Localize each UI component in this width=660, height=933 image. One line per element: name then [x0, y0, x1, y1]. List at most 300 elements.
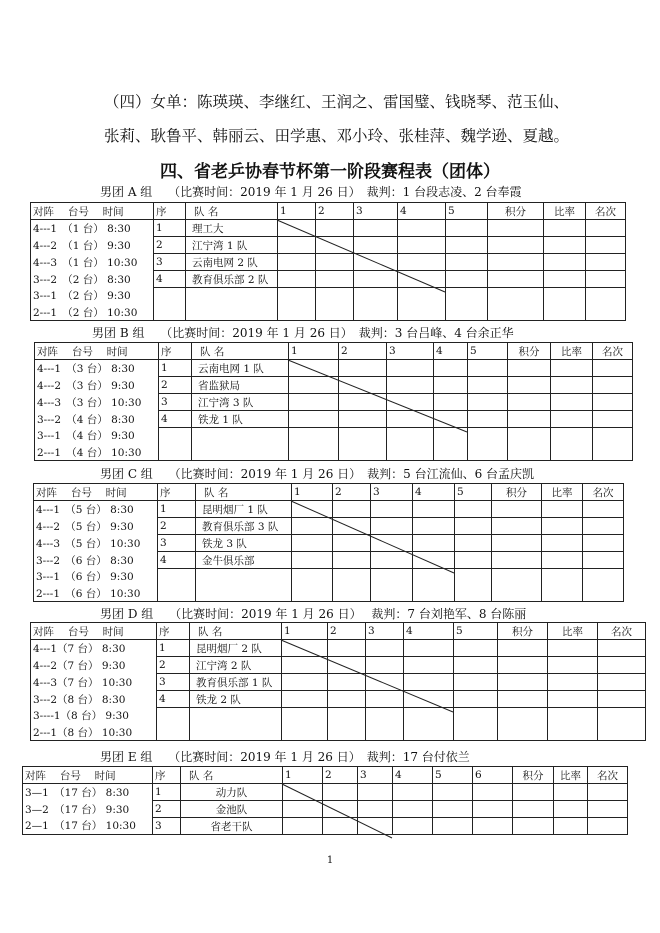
team-seq: 3: [154, 254, 186, 271]
empty-cell: [586, 304, 626, 321]
empty-cell: [339, 428, 387, 445]
match-slot: 3---2 （2 台） 8:30: [31, 271, 154, 288]
table-row: [34, 552, 624, 569]
score-cell: [358, 801, 393, 818]
header-col-2: 2: [316, 203, 354, 220]
match-slot: 4---1 （5 台） 8:30: [34, 501, 158, 518]
table-row: [35, 428, 633, 445]
page-number: 1: [326, 855, 334, 866]
empty-cell: [333, 569, 371, 586]
score-cell: [358, 818, 393, 835]
score-cell: [333, 552, 371, 569]
empty-cell: [551, 444, 593, 461]
score-cell: [333, 535, 371, 552]
score-cell: [488, 237, 544, 254]
score-cell: [434, 411, 468, 428]
header-col-5: 5: [433, 767, 473, 784]
header-row: [35, 343, 633, 360]
score-cell: [292, 518, 333, 535]
empty-cell: [583, 569, 624, 586]
intro-line-1: （四）女单：陈瑛瑛、李继红、王润之、雷国璧、钱晓琴、范玉仙、: [104, 93, 570, 111]
table-row: [35, 444, 633, 461]
score-cell: [328, 691, 366, 708]
score-cell: [551, 394, 593, 411]
score-cell: [593, 360, 633, 377]
score-cell: [433, 801, 473, 818]
score-cell: [289, 411, 339, 428]
empty-cell: [196, 569, 292, 586]
empty-cell: [492, 585, 542, 602]
score-cell: [583, 518, 624, 535]
empty-cell: [186, 288, 278, 305]
score-cell: [316, 220, 354, 237]
score-cell: [316, 271, 354, 288]
empty-cell: [354, 304, 398, 321]
group-caption: 男团 A 组 （比赛时间：2019 年 1 月 26 日） 裁判：1 台段志凌、2 台奉霞: [100, 185, 522, 199]
score-cell: [371, 535, 413, 552]
score-cell: [446, 271, 488, 288]
score-cell: [473, 801, 513, 818]
score-cell: [593, 377, 633, 394]
table-row: [35, 360, 633, 377]
header-seq: 序: [157, 623, 190, 640]
header-col-4: 4: [398, 203, 446, 220]
score-cell: [492, 518, 542, 535]
score-cell: [468, 394, 508, 411]
header-col-4: 4: [413, 484, 455, 501]
score-cell: [283, 818, 323, 835]
table-row: [34, 585, 624, 602]
score-cell: [316, 254, 354, 271]
table-row: [34, 569, 624, 586]
match-slot: 4---1（7 台） 8:30: [31, 640, 157, 657]
header-seq: 序: [153, 767, 181, 784]
score-cell: [434, 360, 468, 377]
header-row: [23, 767, 628, 784]
table-row: [34, 518, 624, 535]
score-cell: [598, 657, 646, 674]
header-team: 队 名: [196, 484, 292, 501]
empty-cell: [598, 724, 646, 741]
table-row: [23, 818, 628, 835]
empty-cell: [157, 724, 190, 741]
match-slot: 2---1（8 台） 10:30: [31, 724, 157, 741]
empty-cell: [371, 569, 413, 586]
score-cell: [446, 254, 488, 271]
team-seq: 3: [159, 394, 192, 411]
score-cell: [598, 691, 646, 708]
empty-cell: [157, 708, 190, 725]
empty-cell: [488, 288, 544, 305]
match-slot: 3—1 （17 台） 8:30: [23, 784, 153, 801]
empty-cell: [366, 708, 404, 725]
score-cell: [513, 801, 554, 818]
score-cell: [593, 411, 633, 428]
match-slot: 3---2（8 台） 8:30: [31, 691, 157, 708]
score-cell: [454, 691, 498, 708]
empty-cell: [446, 304, 488, 321]
score-cell: [508, 394, 551, 411]
empty-cell: [468, 428, 508, 445]
team-name: 金牛俱乐部: [196, 552, 292, 569]
empty-cell: [593, 428, 633, 445]
header-col-5: 5: [446, 203, 488, 220]
score-cell: [446, 220, 488, 237]
team-name: 江宁湾 2 队: [190, 657, 282, 674]
score-cell: [588, 784, 628, 801]
score-cell: [292, 552, 333, 569]
header-col-3: 3: [387, 343, 434, 360]
score-cell: [551, 377, 593, 394]
empty-cell: [551, 428, 593, 445]
score-cell: [404, 674, 454, 691]
score-cell: [488, 254, 544, 271]
score-cell: [404, 640, 454, 657]
score-cell: [498, 691, 548, 708]
header-col-4: 4: [404, 623, 454, 640]
header-col-1: 1: [282, 623, 328, 640]
table-row: [31, 640, 646, 657]
score-cell: [488, 220, 544, 237]
score-cell: [542, 552, 583, 569]
header-team: 队 名: [190, 623, 282, 640]
score-cell: [548, 674, 598, 691]
team-seq: 3: [157, 674, 190, 691]
group-caption: 男团 B 组 （比赛时间：2019 年 1 月 26 日） 裁判：3 台吕峰、4 台余正华: [92, 326, 514, 340]
header-col-3: 3: [354, 203, 398, 220]
team-seq: 1: [153, 784, 181, 801]
empty-cell: [583, 585, 624, 602]
score-cell: [468, 411, 508, 428]
score-cell: [278, 220, 316, 237]
empty-cell: [468, 444, 508, 461]
match-slot: 4---3 （3 台） 10:30: [35, 394, 159, 411]
score-cell: [468, 360, 508, 377]
header-points: 积分: [513, 767, 554, 784]
team-name: 昆明烟厂 2 队: [190, 640, 282, 657]
score-cell: [413, 501, 455, 518]
empty-cell: [446, 288, 488, 305]
empty-cell: [282, 724, 328, 741]
group-caption: 男团 E 组 （比赛时间：2019 年 1 月 26 日） 裁判：17 台付依兰: [100, 750, 470, 764]
score-cell: [398, 271, 446, 288]
header-col-5: 5: [454, 623, 498, 640]
match-slot: 3---2 （4 台） 8:30: [35, 411, 159, 428]
header-ratio: 比率: [554, 767, 588, 784]
match-slot: 2---1 （6 台） 10:30: [34, 585, 158, 602]
score-cell: [508, 411, 551, 428]
score-cell: [434, 377, 468, 394]
team-seq: 4: [157, 691, 190, 708]
score-cell: [398, 220, 446, 237]
score-cell: [492, 535, 542, 552]
team-seq: 1: [157, 640, 190, 657]
table-row: [34, 535, 624, 552]
header-ratio: 比率: [551, 343, 593, 360]
score-cell: [413, 552, 455, 569]
score-cell: [339, 394, 387, 411]
score-cell: [583, 535, 624, 552]
team-seq: 2: [159, 377, 192, 394]
empty-cell: [158, 569, 196, 586]
match-slot: 3---2 （6 台） 8:30: [34, 552, 158, 569]
score-cell: [371, 552, 413, 569]
team-name: 江宁湾 1 队: [186, 237, 278, 254]
score-cell: [398, 254, 446, 271]
score-cell: [393, 801, 433, 818]
team-seq: 4: [159, 411, 192, 428]
section-title: 四、省老乒协春节杯第一阶段赛程表（团体）: [160, 162, 500, 182]
header-row: [34, 484, 624, 501]
empty-cell: [289, 444, 339, 461]
score-cell: [339, 360, 387, 377]
score-cell: [554, 801, 588, 818]
header-col-1: 1: [283, 767, 323, 784]
empty-cell: [186, 304, 278, 321]
empty-cell: [190, 708, 282, 725]
score-cell: [387, 360, 434, 377]
empty-cell: [278, 304, 316, 321]
table-row: [31, 708, 646, 725]
empty-cell: [544, 288, 586, 305]
header-match: 对阵 台号 时间: [31, 623, 157, 640]
empty-cell: [404, 724, 454, 741]
empty-cell: [158, 585, 196, 602]
score-cell: [278, 254, 316, 271]
empty-cell: [333, 585, 371, 602]
score-cell: [498, 640, 548, 657]
table-row: [31, 254, 626, 271]
score-cell: [551, 360, 593, 377]
score-cell: [413, 535, 455, 552]
score-cell: [278, 271, 316, 288]
team-name: 铁龙 3 队: [196, 535, 292, 552]
score-cell: [278, 237, 316, 254]
match-slot: 3----1（8 台） 9:30: [31, 708, 157, 725]
group-table: [30, 622, 646, 741]
empty-cell: [292, 585, 333, 602]
score-cell: [393, 818, 433, 835]
empty-cell: [542, 585, 583, 602]
match-slot: 3---1 （2 台） 9:30: [31, 288, 154, 305]
table-row: [35, 394, 633, 411]
team-seq: 2: [158, 518, 196, 535]
score-cell: [542, 535, 583, 552]
team-name: 云南电网 2 队: [186, 254, 278, 271]
header-col-6: 6: [473, 767, 513, 784]
score-cell: [548, 640, 598, 657]
empty-cell: [339, 444, 387, 461]
empty-cell: [366, 724, 404, 741]
empty-cell: [544, 304, 586, 321]
score-cell: [454, 640, 498, 657]
score-cell: [316, 237, 354, 254]
header-ratio: 比率: [544, 203, 586, 220]
group-table: [33, 483, 624, 602]
header-points: 积分: [508, 343, 551, 360]
score-cell: [282, 674, 328, 691]
group-table: [30, 202, 626, 321]
team-seq: 1: [154, 220, 186, 237]
score-cell: [333, 518, 371, 535]
empty-cell: [354, 288, 398, 305]
score-cell: [473, 784, 513, 801]
score-cell: [366, 657, 404, 674]
score-cell: [583, 501, 624, 518]
score-cell: [358, 784, 393, 801]
header-rank: 名次: [588, 767, 628, 784]
score-cell: [542, 501, 583, 518]
score-cell: [551, 411, 593, 428]
score-cell: [354, 254, 398, 271]
header-team: 队 名: [181, 767, 283, 784]
header-seq: 序: [154, 203, 186, 220]
header-match: 对阵 台号 时间: [31, 203, 154, 220]
match-slot: 2---1 （4 台） 10:30: [35, 444, 159, 461]
empty-cell: [371, 585, 413, 602]
table-row: [34, 501, 624, 518]
team-name: 教育俱乐部 3 队: [196, 518, 292, 535]
table-row: [31, 304, 626, 321]
empty-cell: [192, 444, 289, 461]
header-points: 积分: [498, 623, 548, 640]
score-cell: [339, 411, 387, 428]
score-cell: [413, 518, 455, 535]
score-cell: [354, 237, 398, 254]
empty-cell: [413, 569, 455, 586]
empty-cell: [548, 708, 598, 725]
header-col-5: 5: [455, 484, 492, 501]
score-cell: [542, 518, 583, 535]
score-cell: [333, 501, 371, 518]
empty-cell: [387, 428, 434, 445]
score-cell: [508, 360, 551, 377]
team-seq: 1: [159, 360, 192, 377]
score-cell: [455, 518, 492, 535]
empty-cell: [292, 569, 333, 586]
empty-cell: [454, 724, 498, 741]
empty-cell: [398, 304, 446, 321]
match-slot: 4---1 （3 台） 8:30: [35, 360, 159, 377]
table-row: [23, 784, 628, 801]
empty-cell: [387, 444, 434, 461]
header-ratio: 比率: [548, 623, 598, 640]
team-seq: 2: [153, 801, 181, 818]
empty-cell: [454, 708, 498, 725]
score-cell: [583, 552, 624, 569]
empty-cell: [398, 288, 446, 305]
empty-cell: [159, 428, 192, 445]
header-rank: 名次: [593, 343, 633, 360]
header-row: [31, 623, 646, 640]
score-cell: [366, 674, 404, 691]
header-col-1: 1: [278, 203, 316, 220]
match-slot: 4---3（7 台） 10:30: [31, 674, 157, 691]
score-cell: [473, 818, 513, 835]
score-cell: [593, 394, 633, 411]
score-cell: [455, 552, 492, 569]
empty-cell: [282, 708, 328, 725]
score-cell: [454, 657, 498, 674]
table-row: [31, 237, 626, 254]
score-cell: [588, 801, 628, 818]
empty-cell: [192, 428, 289, 445]
empty-cell: [508, 444, 551, 461]
team-name: 教育俱乐部 1 队: [190, 674, 282, 691]
empty-cell: [598, 708, 646, 725]
team-seq: 1: [158, 501, 196, 518]
score-cell: [586, 220, 626, 237]
header-team: 队 名: [192, 343, 289, 360]
header-col-3: 3: [358, 767, 393, 784]
score-cell: [455, 535, 492, 552]
score-cell: [598, 674, 646, 691]
empty-cell: [278, 288, 316, 305]
team-name: 江宁湾 3 队: [192, 394, 289, 411]
header-rank: 名次: [598, 623, 646, 640]
score-cell: [328, 674, 366, 691]
score-cell: [292, 501, 333, 518]
match-slot: 2—1 （17 台） 10:30: [23, 818, 153, 835]
score-cell: [404, 657, 454, 674]
empty-cell: [159, 444, 192, 461]
empty-cell: [434, 428, 468, 445]
table-row: [31, 288, 626, 305]
empty-cell: [289, 428, 339, 445]
group-caption: 男团 D 组 （比赛时间：2019 年 1 月 26 日） 裁判：7 台刘艳军、8 台陈丽: [100, 607, 527, 621]
score-cell: [387, 411, 434, 428]
score-cell: [588, 818, 628, 835]
score-cell: [454, 674, 498, 691]
score-cell: [498, 657, 548, 674]
score-cell: [393, 784, 433, 801]
score-cell: [544, 254, 586, 271]
empty-cell: [488, 304, 544, 321]
empty-cell: [154, 288, 186, 305]
score-cell: [508, 377, 551, 394]
score-cell: [387, 394, 434, 411]
match-slot: 4---3 （1 台） 10:30: [31, 254, 154, 271]
empty-cell: [455, 569, 492, 586]
match-slot: 4---2 （3 台） 9:30: [35, 377, 159, 394]
score-cell: [387, 377, 434, 394]
empty-cell: [328, 708, 366, 725]
match-slot: 3---1 （6 台） 9:30: [34, 569, 158, 586]
table-row: [31, 674, 646, 691]
score-cell: [468, 377, 508, 394]
match-slot: 3—2 （17 台） 9:30: [23, 801, 153, 818]
empty-cell: [455, 585, 492, 602]
score-cell: [371, 501, 413, 518]
header-col-2: 2: [328, 623, 366, 640]
score-cell: [323, 801, 358, 818]
empty-cell: [434, 444, 468, 461]
header-col-4: 4: [434, 343, 468, 360]
header-row: [31, 203, 626, 220]
header-team: 队 名: [186, 203, 278, 220]
empty-cell: [542, 569, 583, 586]
table-row: [31, 691, 646, 708]
empty-cell: [586, 288, 626, 305]
score-cell: [548, 657, 598, 674]
score-cell: [488, 271, 544, 288]
header-rank: 名次: [586, 203, 626, 220]
score-cell: [586, 237, 626, 254]
empty-cell: [316, 304, 354, 321]
empty-cell: [498, 724, 548, 741]
table-row: [31, 271, 626, 288]
table-row: [23, 801, 628, 818]
